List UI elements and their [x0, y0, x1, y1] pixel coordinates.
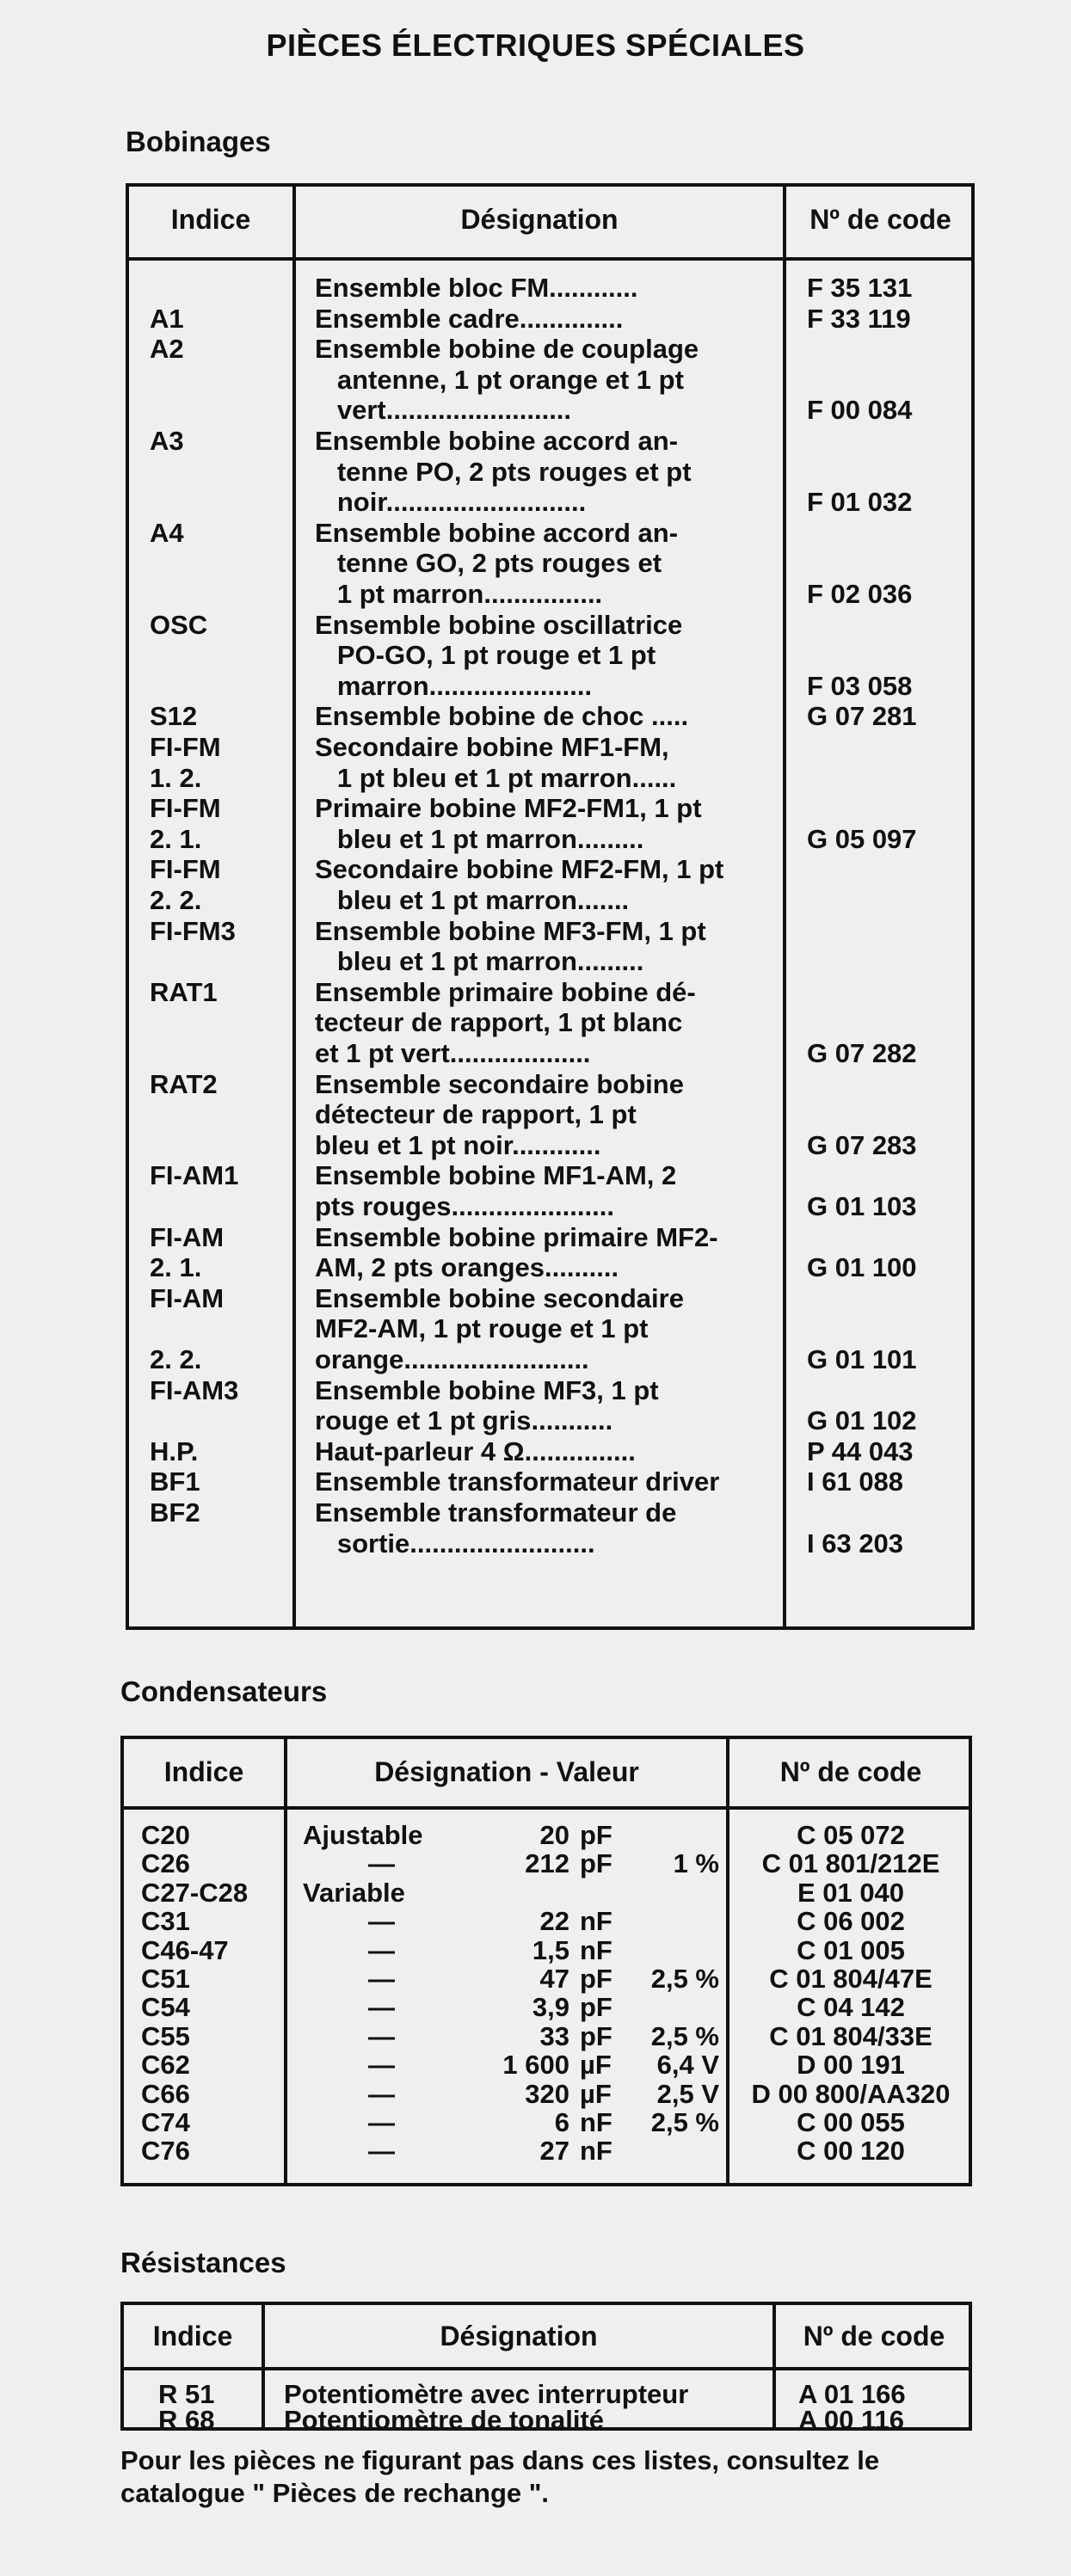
bobinage-code: F 02 036: [807, 579, 913, 609]
condensateur-type: —: [368, 2020, 395, 2051]
bobinage-indice: 2. 1.: [150, 823, 202, 854]
condensateur-code: D 00 191: [797, 2050, 905, 2081]
bobinage-designation: pts rouges......................: [315, 1191, 614, 1221]
bobinage-designation: orange.........................: [315, 1344, 589, 1374]
bobinage-code: G 01 102: [807, 1405, 917, 1436]
bobinage-designation: Ensemble secondaire bobine: [315, 1068, 684, 1099]
bobinages-header-designation: Désignation: [460, 204, 619, 235]
bobinage-designation: marron......................: [315, 670, 593, 701]
condensateur-tolerance: 2,5 %: [650, 2020, 719, 2051]
bobinage-indice: FI-AM: [150, 1282, 225, 1313]
condensateur-value: 6: [554, 2107, 569, 2137]
bobinage-code: G 05 097: [807, 823, 917, 854]
bobinage-code: F 03 058: [807, 670, 913, 701]
condensateur-unit: nF: [580, 2136, 612, 2167]
condensateur-indice: C27-C28: [141, 1877, 249, 1908]
condensateur-value: 320: [525, 2078, 569, 2109]
bobinage-designation: Ensemble bobine de couplage: [315, 334, 699, 365]
bobinage-designation: bleu et 1 pt noir............: [315, 1129, 601, 1160]
bobinage-designation: Secondaire bobine MF2-FM, 1 pt: [315, 854, 724, 885]
bobinage-designation: AM, 2 pts oranges..........: [315, 1252, 619, 1283]
bobinage-designation: Ensemble bobine oscillatrice: [315, 609, 683, 640]
resistance-indice: R 68: [158, 2405, 215, 2435]
bobinage-indice: BF1: [150, 1466, 200, 1497]
condensateur-tolerance: 6,4 V: [656, 2050, 719, 2081]
condensateur-type: —: [368, 1848, 395, 1879]
bobinage-designation: Ensemble bobine accord an-: [315, 426, 679, 456]
bobinage-indice: 1. 2.: [150, 762, 202, 793]
condensateur-type: —: [368, 1992, 395, 2023]
condensateur-unit: µF: [580, 2078, 612, 2109]
bobinage-indice: A4: [150, 517, 184, 548]
condensateur-value: 47: [539, 1964, 569, 1994]
bobinage-designation: Secondaire bobine MF1-FM,: [315, 732, 669, 762]
bobinage-designation: 1 pt bleu et 1 pt marron......: [315, 762, 677, 793]
condensateur-type: —: [368, 2136, 395, 2167]
bobinage-indice: RAT2: [150, 1068, 218, 1099]
bobinage-designation: détecteur de rapport, 1 pt: [315, 1099, 637, 1130]
bobinage-indice: H.P.: [150, 1436, 199, 1466]
condensateur-value: 27: [539, 2136, 569, 2167]
condensateur-indice: C46-47: [141, 1934, 229, 1965]
condensateur-value: 212: [525, 1848, 569, 1879]
bobinage-designation: Ensemble bobine primaire MF2-: [315, 1221, 718, 1252]
condensateurs-header-code: Nº de code: [779, 1756, 922, 1787]
condensateurs-heading: Condensateurs: [120, 1675, 328, 1707]
bobinage-code: P 44 043: [807, 1436, 914, 1466]
bobinage-indice: A2: [150, 334, 184, 365]
bobinages-table: [126, 183, 975, 1630]
bobinage-designation: tecteur de rapport, 1 pt blanc: [315, 1007, 683, 1038]
condensateur-type: Variable: [303, 1877, 405, 1908]
bobinage-code: F 33 119: [807, 303, 911, 334]
condensateur-code: C 04 142: [797, 1992, 905, 2023]
bobinage-designation: Ensemble bobine MF1-AM, 2: [315, 1160, 677, 1191]
bobinages-heading: Bobinages: [126, 126, 271, 157]
resistances-table: [120, 2302, 972, 2435]
bobinage-designation: bleu et 1 pt marron.........: [315, 823, 644, 854]
bobinage-designation: tenne PO, 2 pts rouges et pt: [315, 456, 692, 487]
bobinage-indice: 2. 2.: [150, 1344, 202, 1374]
bobinage-code: G 07 282: [807, 1038, 917, 1068]
condensateur-value: 1,5: [532, 1934, 569, 1965]
condensateur-unit: nF: [580, 2107, 612, 2137]
condensateur-tolerance: 2,5 %: [650, 1964, 719, 1994]
condensateur-type: —: [368, 1934, 395, 1965]
condensateur-code: C 00 055: [797, 2107, 905, 2137]
condensateur-unit: pF: [580, 2020, 612, 2051]
bobinage-indice: 2. 2.: [150, 885, 202, 915]
condensateur-code: C 01 005: [797, 1934, 905, 1965]
bobinage-code: F 35 131: [807, 273, 913, 303]
condensateur-tolerance: 2,5 %: [650, 2107, 719, 2137]
bobinage-code: G 07 283: [807, 1129, 917, 1160]
bobinage-indice: S12: [150, 701, 198, 732]
bobinage-indice: FI-FM3: [150, 915, 236, 946]
condensateur-code: C 05 072: [797, 1820, 905, 1850]
bobinage-designation: sortie.........................: [315, 1528, 595, 1559]
bobinage-designation: MF2-AM, 1 pt rouge et 1 pt: [315, 1313, 649, 1344]
condensateur-type: —: [368, 2107, 395, 2137]
bobinage-designation: Ensemble bobine MF3-FM, 1 pt: [315, 915, 706, 946]
resistances-header-designation: Désignation: [440, 2321, 598, 2352]
bobinage-indice: FI-AM1: [150, 1160, 239, 1191]
condensateur-unit: pF: [580, 1820, 612, 1850]
bobinage-indice: FI-FM: [150, 793, 221, 824]
resistance-indice: R 51: [158, 2379, 215, 2409]
condensateur-indice: C76: [141, 2136, 190, 2167]
bobinage-designation: Ensemble bobine de choc .....: [315, 701, 689, 732]
bobinage-designation: Haut-parleur 4 Ω...............: [315, 1436, 636, 1466]
condensateur-indice: C31: [141, 1906, 190, 1937]
condensateur-unit: nF: [580, 1934, 612, 1965]
resistance-designation: Potentiomètre avec interrupteur: [284, 2379, 689, 2409]
bobinage-designation: Ensemble bloc FM............: [315, 273, 638, 303]
resistances-header-code: Nº de code: [803, 2321, 945, 2352]
condensateur-code: C 06 002: [797, 1906, 905, 1937]
condensateur-code: D 00 800/AA320: [751, 2078, 951, 2109]
condensateur-type: Ajustable: [303, 1820, 423, 1850]
bobinage-code: I 63 203: [807, 1528, 904, 1559]
bobinage-indice: OSC: [150, 609, 208, 640]
condensateur-indice: C66: [141, 2078, 190, 2109]
condensateur-code: E 01 040: [797, 1877, 905, 1908]
bobinage-designation: Ensemble primaire bobine dé-: [315, 976, 696, 1007]
resistances-heading: Résistances: [120, 2247, 286, 2278]
condensateurs-header-indice: Indice: [163, 1756, 244, 1787]
bobinage-indice: 2. 1.: [150, 1252, 202, 1283]
footer-note: Pour les pièces ne figurant pas dans ces listes, consultez le catalogue " Pièces de rechange ".: [120, 2445, 880, 2508]
bobinage-designation: Ensemble bobine secondaire: [315, 1282, 684, 1313]
bobinages-header-indice: Indice: [170, 204, 251, 235]
bobinages-header-code: Nº de code: [809, 204, 951, 235]
bobinage-code: F 01 032: [807, 487, 913, 518]
bobinage-indice: RAT1: [150, 976, 218, 1007]
condensateur-value: 3,9: [532, 1992, 569, 2023]
bobinage-designation: bleu et 1 pt marron.......: [315, 885, 630, 915]
bobinage-code: G 01 103: [807, 1191, 917, 1221]
bobinage-code: G 01 101: [807, 1344, 917, 1374]
condensateur-indice: C51: [141, 1964, 190, 1994]
bobinage-designation: et 1 pt vert...................: [315, 1038, 591, 1068]
condensateur-code: C 01 804/47E: [769, 1964, 933, 1994]
condensateurs-header-designation: Désignation - Valeur: [374, 1756, 639, 1787]
bobinage-designation: 1 pt marron................: [315, 579, 603, 609]
condensateur-value: 22: [539, 1906, 569, 1937]
condensateur-unit: pF: [580, 1848, 612, 1879]
bobinage-indice: A3: [150, 426, 184, 456]
bobinage-designation: antenne, 1 pt orange et 1 pt: [315, 364, 684, 395]
bobinage-indice: BF2: [150, 1497, 200, 1528]
bobinage-designation: Ensemble cadre..............: [315, 303, 624, 334]
condensateur-type: —: [368, 1906, 395, 1937]
condensateur-type: —: [368, 2050, 395, 2081]
bobinage-designation: Ensemble transformateur de: [315, 1497, 677, 1528]
bobinage-code: I 61 088: [807, 1466, 904, 1497]
condensateurs-table: [120, 1736, 972, 2186]
bobinage-code: G 01 100: [807, 1252, 917, 1283]
condensateur-value: 20: [539, 1820, 569, 1850]
condensateur-indice: C62: [141, 2050, 190, 2081]
bobinage-code: F 00 084: [807, 395, 913, 426]
bobinage-designation: Ensemble transformateur driver: [315, 1466, 720, 1497]
resistance-code: A 01 166: [798, 2379, 906, 2409]
bobinage-designation: vert.........................: [315, 395, 572, 426]
bobinage-designation: bleu et 1 pt marron.........: [315, 946, 644, 977]
condensateur-value: 33: [539, 2020, 569, 2051]
condensateur-unit: nF: [580, 1906, 612, 1937]
condensateur-tolerance: 1 %: [673, 1848, 719, 1879]
condensateur-code: C 01 801/212E: [761, 1848, 940, 1879]
bobinage-designation: PO-GO, 1 pt rouge et 1 pt: [315, 640, 656, 671]
condensateur-value: 1 600: [502, 2050, 569, 2081]
page-title: PIÈCES ÉLECTRIQUES SPÉCIALES: [266, 28, 805, 63]
condensateur-indice: C54: [141, 1992, 190, 2023]
bobinage-designation: Ensemble bobine accord an-: [315, 517, 679, 548]
condensateur-unit: pF: [580, 1964, 612, 1994]
condensateur-code: C 00 120: [797, 2136, 905, 2167]
bobinage-designation: rouge et 1 pt gris...........: [315, 1405, 613, 1436]
bobinage-designation: Primaire bobine MF2-FM1, 1 pt: [315, 793, 702, 824]
bobinage-designation: Ensemble bobine MF3, 1 pt: [315, 1374, 659, 1405]
resistance-designation: Potentiomètre de tonalité: [284, 2405, 605, 2435]
bobinage-indice: FI-FM: [150, 732, 221, 762]
bobinage-designation: noir...........................: [315, 487, 587, 518]
resistances-header-indice: Indice: [152, 2321, 233, 2352]
bobinage-indice: FI-AM: [150, 1221, 225, 1252]
condensateur-indice: C74: [141, 2107, 190, 2137]
bobinage-indice: FI-AM3: [150, 1374, 239, 1405]
condensateur-indice: C55: [141, 2020, 190, 2051]
bobinage-indice: A1: [150, 303, 184, 334]
bobinage-code: G 07 281: [807, 701, 917, 732]
condensateur-unit: µF: [580, 2050, 612, 2081]
condensateur-tolerance: 2,5 V: [656, 2078, 719, 2109]
condensateur-code: C 01 804/33E: [769, 2020, 933, 2051]
condensateur-unit: pF: [580, 1992, 612, 2023]
bobinage-indice: FI-FM: [150, 854, 221, 885]
bobinage-designation: tenne GO, 2 pts rouges et: [315, 548, 662, 579]
condensateur-type: —: [368, 1964, 395, 1994]
condensateur-type: —: [368, 2078, 395, 2109]
condensateur-indice: C26: [141, 1848, 190, 1879]
condensateur-indice: C20: [141, 1820, 190, 1850]
resistance-code: A 00 116: [798, 2405, 904, 2435]
